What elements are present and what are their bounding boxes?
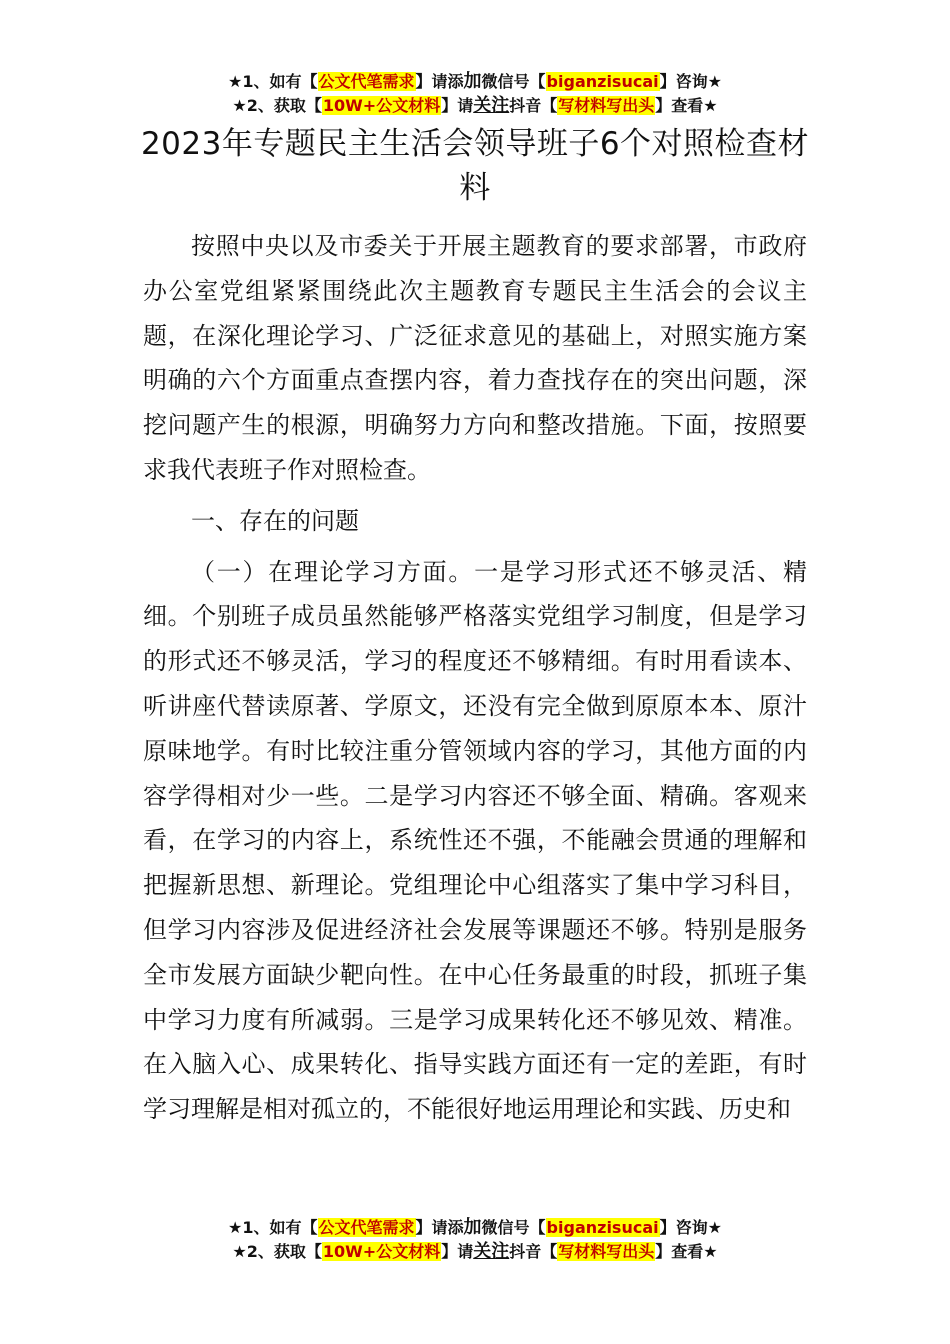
highlight-douyin: 写材料写出头 xyxy=(558,1242,655,1261)
header-banner xyxy=(0,70,950,118)
banner-line-1: ★1、如有【公文代笔需求】请添加微信号【biganzisucai】咨询★ xyxy=(228,71,722,92)
highlight-wechat-id: biganzisucai xyxy=(546,72,659,91)
highlight-service: 公文代笔需求 xyxy=(318,1218,415,1237)
footer-banner xyxy=(0,1216,950,1264)
highlight-materials: 10W+公文材料 xyxy=(322,1242,441,1261)
highlight-materials: 10W+公文材料 xyxy=(322,96,441,115)
banner-line-1: ★1、如有【公文代笔需求】请添加微信号【biganzisucai】咨询★ xyxy=(228,1217,722,1238)
banner-line-2: ★2、获取【10W+公文材料】请关注抖音【写材料写出头】查看★ xyxy=(232,95,718,116)
highlight-douyin: 写材料写出头 xyxy=(558,96,655,115)
document-body xyxy=(143,224,807,1132)
banner-line-2: ★2、获取【10W+公文材料】请关注抖音【写材料写出头】查看★ xyxy=(232,1241,718,1262)
highlight-service: 公文代笔需求 xyxy=(318,72,415,91)
section-heading: 一、存在的问题 xyxy=(191,506,359,535)
highlight-wechat-id: biganzisucai xyxy=(546,1218,659,1237)
intro-paragraph: 按照中央以及市委关于开展主题教育的要求部署，市政府办公室党组紧紧围绕此次主题教育专题民主生活会的会议主题，在深化理论学习、广泛征求意见的基础上，对照实施方案明确的六个方面重点查摆内容，着力查找存在的突出问题，深挖问题产生的根源，明确努力方向和整改措施。下面，按照要求我代表班子作对照检查。 xyxy=(143,232,807,484)
body-paragraph: （一）在理论学习方面。一是学习形式还不够灵活、精细。个别班子成员虽然能够严格落实党组学习制度，但是学习的形式还不够灵活，学习的程度还不够精细。有时用看读本、听讲座代替读原著、学原文，还没有完全做到原原本本、原汁原味地学。有时比较注重分管领域内容的学习，其他方面的内容学得相对少一些。二是学习内容还不够全面、精确。客观来看，在学习的内容上，系统性还不强，不能融会贯通的理解和把握新思想、新理论。党组理论中心组落实了集中学习科目，但学习内容涉及促进经济社会发展等课题还不够。特别是服务全市发展方面缺少靶向性。在中心任务最重的时段，抓班子集中学习力度有所减弱。三是学习成果转化还不够见效、精准。在入脑入心、成果转化、指导实践方面还有一定的差距，有时学习理解是相对孤立的，不能很好地运用理论和实践、历史和 xyxy=(143,557,807,1124)
document-title: 2023年专题民主生活会领导班子6个对照检查材料 xyxy=(140,126,810,206)
